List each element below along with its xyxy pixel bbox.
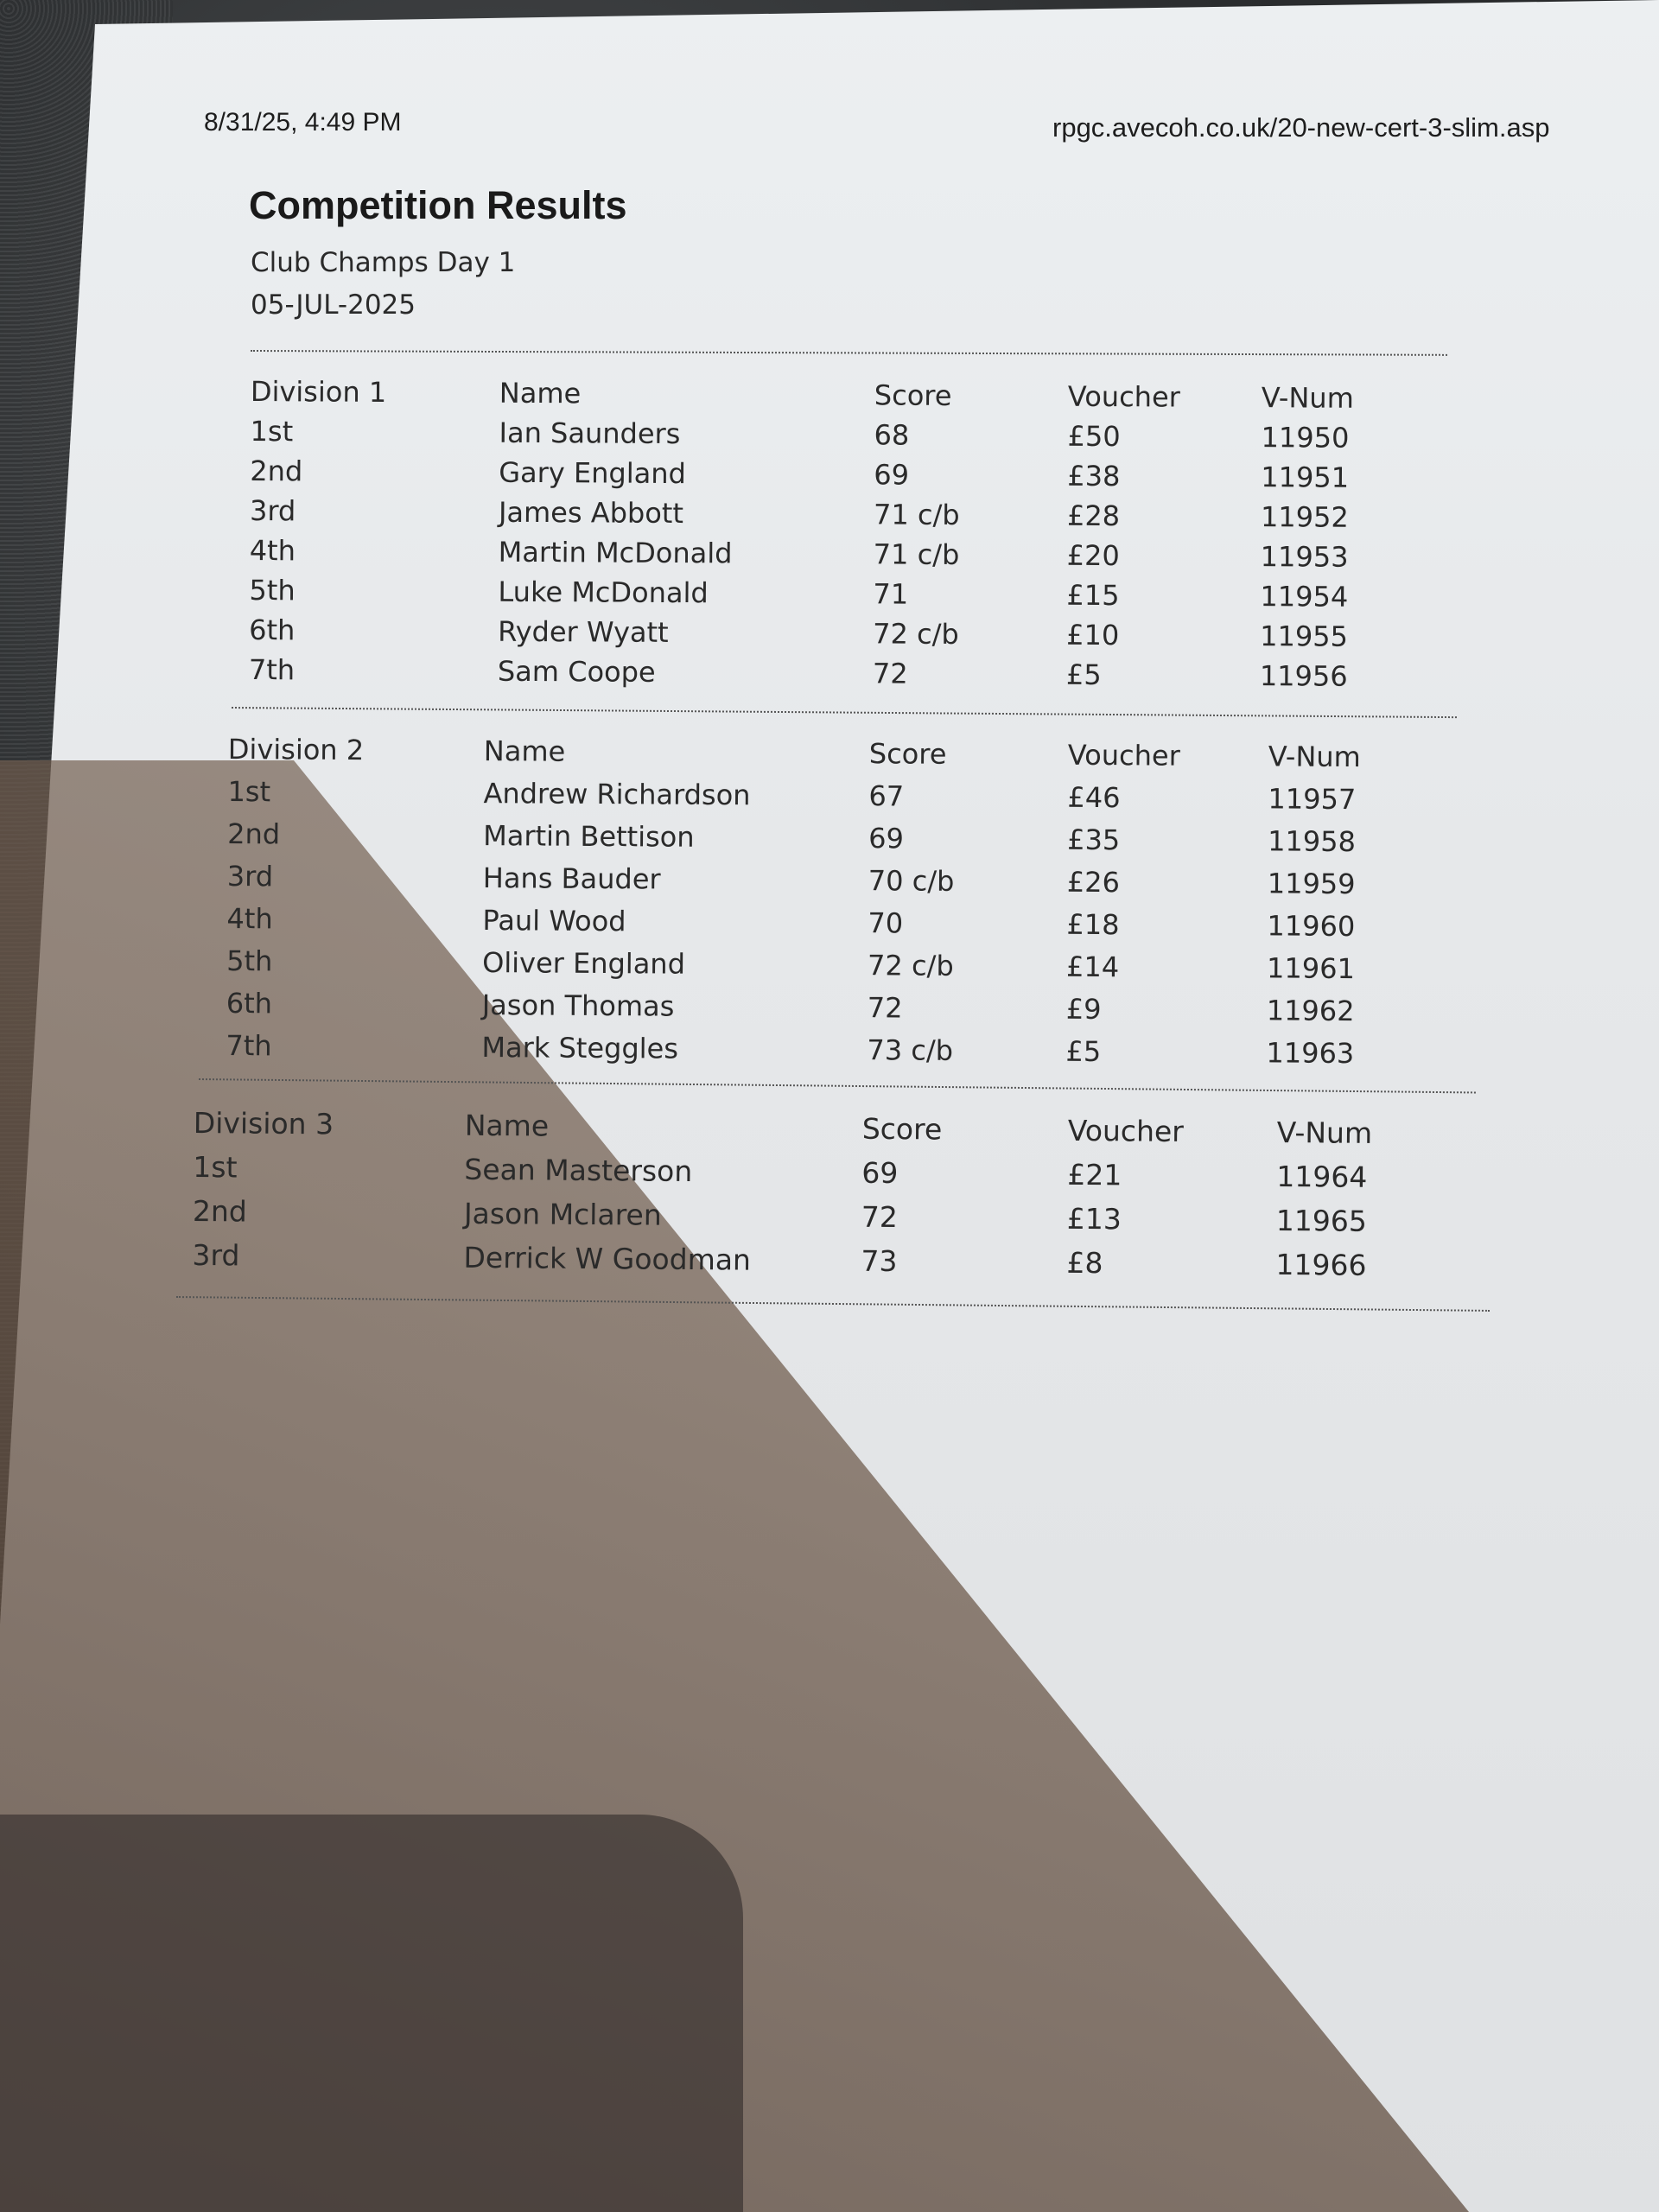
voucher-number: 11953 [1260, 540, 1349, 574]
voucher-number: 11962 [1266, 994, 1355, 1028]
voucher-number: 11951 [1261, 461, 1350, 494]
voucher-number: 11954 [1260, 580, 1349, 613]
position: 5th [226, 944, 273, 978]
score: 69 [861, 1155, 899, 1191]
player-name: Paul Wood [482, 904, 626, 938]
player-name: Mark Steggles [481, 1031, 679, 1065]
position: 6th [249, 613, 296, 647]
column-header-voucher: Voucher [1067, 379, 1180, 414]
column-header-name: Name [499, 376, 582, 410]
voucher-number: 11959 [1267, 867, 1356, 901]
voucher: £5 [1065, 658, 1102, 692]
score: 68 [874, 418, 910, 452]
column-header-score: Score [861, 1111, 943, 1147]
score: 69 [868, 822, 905, 855]
column-header-vnum: V-Num [1268, 740, 1361, 774]
voucher: £15 [1066, 578, 1120, 613]
division-label: Division 1 [250, 375, 387, 409]
column-header-name: Name [464, 1108, 550, 1143]
column-header-score: Score [874, 378, 952, 412]
division-3-table [192, 1106, 1373, 1282]
position: 4th [249, 533, 296, 568]
competition-date: 05-JUL-2025 [251, 289, 416, 321]
player-name: Jason Mclaren [463, 1196, 662, 1232]
player-name: Andrew Richardson [483, 777, 751, 812]
voucher-number: 11966 [1275, 1247, 1367, 1282]
divider-top [251, 350, 1447, 356]
print-timestamp: 8/31/25, 4:49 PM [204, 108, 402, 137]
column-header-name: Name [483, 734, 566, 768]
score: 71 [873, 577, 909, 611]
voucher-number: 11958 [1268, 824, 1357, 859]
voucher: £10 [1066, 618, 1120, 652]
score: 72 [867, 991, 903, 1025]
player-name: Sean Masterson [464, 1152, 693, 1189]
division-1-table [248, 375, 1354, 693]
voucher: £35 [1067, 823, 1121, 857]
position: 2nd [192, 1193, 247, 1229]
position: 3rd [192, 1237, 240, 1273]
position: 7th [248, 652, 296, 687]
position: 2nd [250, 454, 303, 488]
player-name: Gary England [499, 455, 687, 491]
position: 7th [226, 1028, 272, 1063]
voucher-number: 11952 [1260, 500, 1349, 534]
division-label: Division 3 [193, 1106, 334, 1141]
score: 67 [868, 779, 905, 813]
player-name: Martin McDonald [498, 535, 733, 570]
score: 73 [861, 1243, 898, 1279]
player-name: Derrick W Goodman [463, 1240, 752, 1277]
position: 1st [193, 1149, 238, 1185]
column-header-voucher: Voucher [1067, 738, 1180, 772]
voucher: £5 [1065, 1034, 1102, 1069]
voucher: £50 [1067, 419, 1121, 454]
page-title: Competition Results [249, 183, 627, 227]
voucher: £18 [1066, 907, 1120, 942]
column-header-score: Score [868, 737, 947, 771]
position: 1st [227, 774, 271, 809]
voucher: £26 [1066, 865, 1121, 899]
voucher-number: 11961 [1266, 951, 1356, 986]
division-2-table [226, 733, 1361, 1071]
voucher: £20 [1066, 538, 1120, 573]
player-name: Martin Bettison [483, 819, 695, 854]
score: 72 c/b [868, 949, 954, 982]
divider-bottom [176, 1296, 1490, 1312]
voucher-number: 11960 [1267, 909, 1356, 944]
score: 73 c/b [867, 1033, 954, 1067]
score: 71 c/b [873, 537, 960, 572]
voucher-number: 11950 [1261, 421, 1350, 454]
divider-division-2 [199, 1078, 1476, 1093]
position: 3rd [226, 859, 274, 893]
player-name: Oliver England [482, 946, 686, 981]
score: 72 [872, 657, 908, 690]
voucher-number: 11956 [1259, 659, 1348, 693]
voucher-number: 11963 [1266, 1036, 1355, 1071]
position: 4th [226, 901, 273, 936]
position: 6th [226, 986, 273, 1020]
position: 2nd [227, 817, 281, 851]
voucher: £8 [1066, 1245, 1103, 1281]
player-name: Luke McDonald [498, 575, 709, 610]
position: 3rd [249, 493, 296, 528]
voucher-number: 11965 [1275, 1203, 1368, 1238]
voucher: £21 [1067, 1157, 1122, 1192]
player-name: Ian Saunders [499, 416, 681, 451]
position: 5th [249, 573, 296, 607]
voucher: £13 [1066, 1201, 1122, 1236]
voucher-number: 11955 [1260, 620, 1349, 653]
position: 1st [250, 414, 294, 448]
division-label: Division 2 [227, 733, 365, 767]
player-name: James Abbott [498, 495, 684, 531]
voucher-number: 11964 [1276, 1159, 1368, 1194]
score: 72 [861, 1199, 899, 1235]
divider-division-1 [232, 707, 1457, 718]
competition-name: Club Champs Day 1 [251, 247, 516, 278]
score: 72 c/b [873, 617, 959, 652]
player-name: Hans Bauder [482, 861, 661, 896]
print-url: rpgc.avecoh.co.uk/20-new-cert-3-slim.asp [1052, 112, 1550, 143]
score: 70 [868, 906, 904, 940]
score: 69 [874, 458, 910, 492]
column-header-vnum: V-Num [1276, 1115, 1373, 1150]
player-name: Sam Coope [497, 654, 656, 689]
voucher: £28 [1066, 499, 1121, 533]
column-header-voucher: Voucher [1067, 1113, 1185, 1148]
player-name: Ryder Wyatt [498, 614, 669, 649]
column-header-vnum: V-Num [1261, 381, 1354, 415]
score: 71 c/b [873, 498, 960, 532]
score: 70 c/b [868, 864, 955, 898]
voucher: £46 [1067, 780, 1121, 815]
voucher: £9 [1065, 992, 1102, 1027]
player-name: Jason Thomas [481, 988, 675, 1023]
voucher-number: 11957 [1268, 782, 1357, 817]
voucher: £14 [1066, 950, 1120, 984]
voucher: £38 [1067, 459, 1121, 493]
